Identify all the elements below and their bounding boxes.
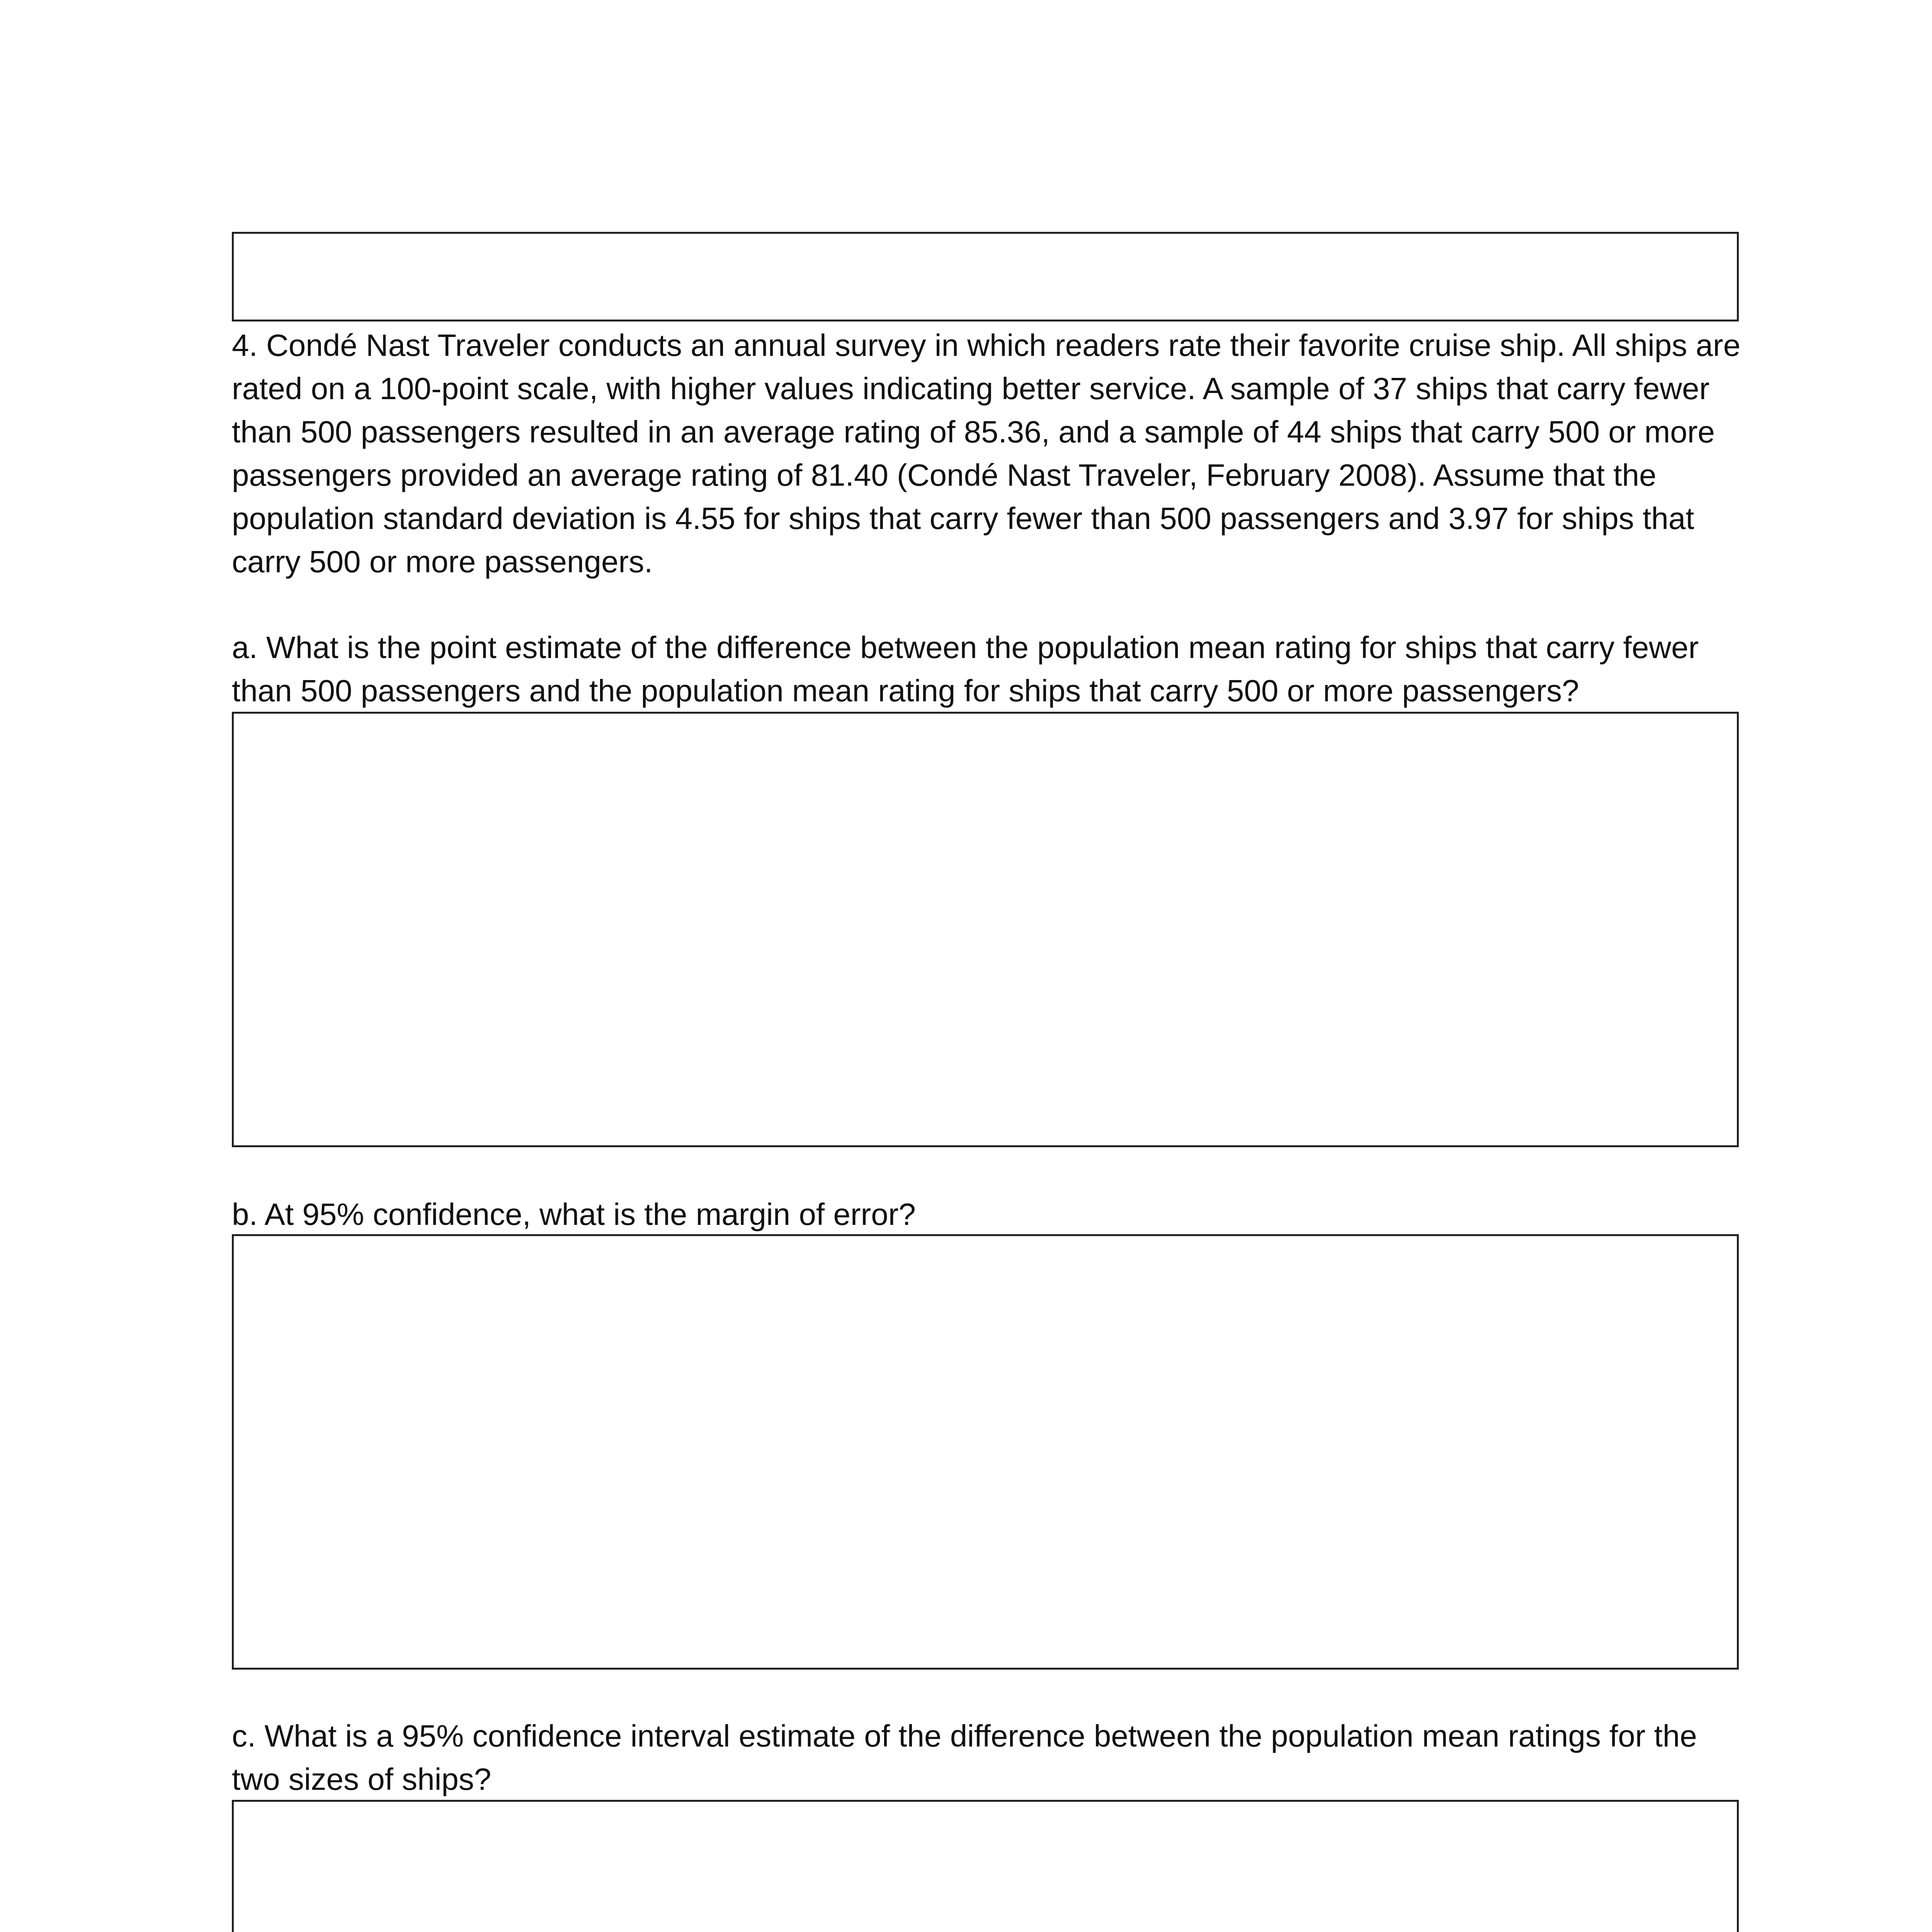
answer-box-c[interactable] (232, 1800, 1739, 1932)
question-part-a: a. What is the point estimate of the difference between the population mean rating for ships that carry fewer than 500 passengers and the population mean rating for ships that carry 500 or more passengers? (232, 630, 1699, 708)
question-part-c: c. What is a 95% confidence interval estimate of the difference between the population mean ratings for the two sizes of ships? (232, 1719, 1697, 1796)
answer-box-b[interactable] (232, 1234, 1739, 1670)
question-part-b: b. At 95% confidence, what is the margin of error? (232, 1197, 916, 1231)
answer-box-a[interactable] (232, 712, 1739, 1147)
previous-answer-box[interactable] (232, 232, 1739, 321)
question-intro: 4. Condé Nast Traveler conducts an annual survey in which readers rate their favorite cruise ship. All ships are rated on a 100-point scale, with higher values indicating better service. A sample of 37 ships that carry fewer than 500 passengers resulted in an average rating of 85.36, and a sample of 44 ships that carry 500 or more passengers provided an average rating of 81.40 (Condé Nast Traveler, February 2008). Assume that the population standard deviation is 4.55 for ships that carry fewer than 500 passengers and 3.97 for ships that carry 500 or more passengers. (232, 328, 1741, 579)
